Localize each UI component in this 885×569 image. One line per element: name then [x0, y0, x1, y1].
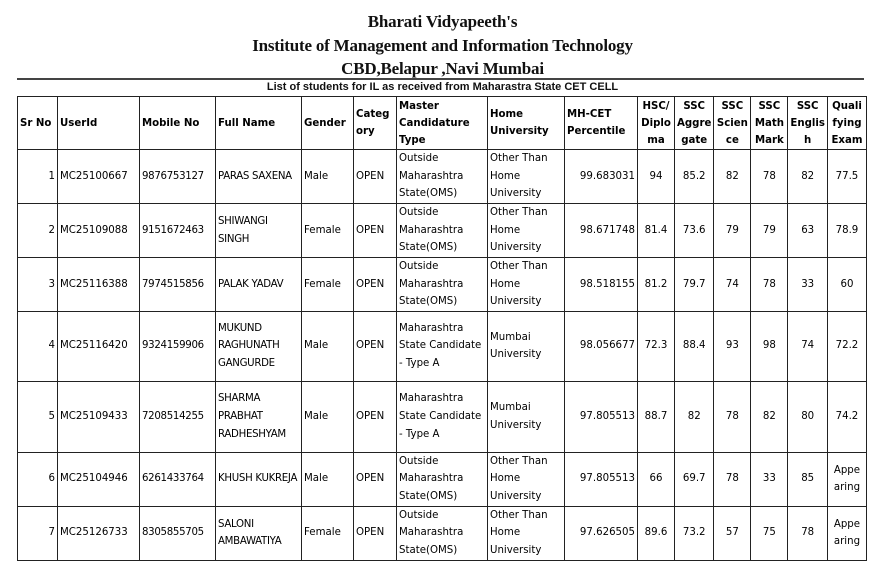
cell-mhcet-percentile: 98.518155 [565, 258, 638, 312]
cell-ssc-math: 79 [751, 204, 788, 258]
column-header-gender: Gender [302, 97, 354, 150]
cell-sr-no: 2 [18, 204, 58, 258]
cell-home-university: Other Than Home University [488, 258, 565, 312]
cell-qualifying-exam: 60 [827, 258, 866, 312]
cell-hsc-diploma: 81.4 [638, 204, 675, 258]
institution-name: Bharati Vidyapeeth's [367, 12, 518, 31]
cell-ssc-math: 78 [751, 258, 788, 312]
cell-mhcet-percentile: 97.626505 [565, 506, 638, 560]
column-header-hsc-diploma: HSC/ Diplo ma [638, 97, 675, 150]
cell-gender: Male [302, 452, 354, 506]
cell-mobile-no: 9151672463 [140, 204, 216, 258]
cell-full-name: KHUSH KUKREJA [216, 452, 302, 506]
cell-mhcet-percentile: 98.671748 [565, 204, 638, 258]
column-header-ssc-math: SSC Math Mark [751, 97, 788, 150]
cell-gender: Male [302, 150, 354, 204]
cell-gender: Male [302, 311, 354, 381]
cell-hsc-diploma: 94 [638, 150, 675, 204]
column-header-home-university: Home University [488, 97, 565, 150]
cell-user-id: MC25109433 [58, 381, 140, 452]
cell-gender: Female [302, 204, 354, 258]
cell-hsc-diploma: 88.7 [638, 381, 675, 452]
cell-ssc-english: 82 [788, 150, 828, 204]
column-header-mhcet-percentile: MH-CET Percentile [565, 97, 638, 150]
cell-sr-no: 5 [18, 381, 58, 452]
cell-ssc-aggregate: 69.7 [675, 452, 714, 506]
cell-home-university: Other Than Home University [488, 204, 565, 258]
cell-home-university: Mumbai University [488, 381, 565, 452]
cell-user-id: MC25104946 [58, 452, 140, 506]
cell-ssc-english: 63 [788, 204, 828, 258]
cell-mobile-no: 9876753127 [140, 150, 216, 204]
institute-full-name: Institute of Management and Information Technology [252, 36, 633, 55]
cell-ssc-aggregate: 73.2 [675, 506, 714, 560]
cell-category: OPEN [354, 258, 397, 312]
cell-ssc-english: 78 [788, 506, 828, 560]
cell-qualifying-exam: 74.2 [827, 381, 866, 452]
cell-full-name: PARAS SAXENA [216, 150, 302, 204]
cell-ssc-math: 33 [751, 452, 788, 506]
cell-qualifying-exam: Appe aring [827, 506, 866, 560]
cell-ssc-aggregate: 82 [675, 381, 714, 452]
list-subtitle: List of students for IL as received from Maharastra State CET CELL [266, 81, 619, 93]
students-table [17, 96, 867, 561]
cell-ssc-aggregate: 73.6 [675, 204, 714, 258]
table-row [18, 452, 867, 506]
cell-mhcet-percentile: 97.805513 [565, 452, 638, 506]
cell-home-university: Other Than Home University [488, 506, 565, 560]
cell-ssc-english: 85 [788, 452, 828, 506]
cell-mhcet-percentile: 99.683031 [565, 150, 638, 204]
cell-user-id: MC25100667 [58, 150, 140, 204]
cell-ssc-math: 98 [751, 311, 788, 381]
table-header-row [18, 97, 867, 150]
cell-gender: Male [302, 381, 354, 452]
table-row [18, 258, 867, 312]
cell-home-university: Other Than Home University [488, 150, 565, 204]
cell-hsc-diploma: 89.6 [638, 506, 675, 560]
cell-hsc-diploma: 66 [638, 452, 675, 506]
cell-ssc-aggregate: 85.2 [675, 150, 714, 204]
cell-category: OPEN [354, 381, 397, 452]
table-row [18, 150, 867, 204]
cell-ssc-english: 80 [788, 381, 828, 452]
cell-ssc-english: 74 [788, 311, 828, 381]
cell-qualifying-exam: 72.2 [827, 311, 866, 381]
cell-qualifying-exam: 77.5 [827, 150, 866, 204]
institute-location: CBD,Belapur ,Navi Mumbai [341, 59, 544, 78]
column-header-category: Categ ory [354, 97, 397, 150]
column-header-ssc-science: SSC Scien ce [714, 97, 751, 150]
cell-mobile-no: 7974515856 [140, 258, 216, 312]
cell-sr-no: 6 [18, 452, 58, 506]
column-header-user-id: UserId [58, 97, 140, 150]
cell-category: OPEN [354, 452, 397, 506]
cell-ssc-math: 82 [751, 381, 788, 452]
cell-ssc-science: 57 [714, 506, 751, 560]
cell-master-candidature-type: Outside Maharashtra State(OMS) [397, 452, 488, 506]
column-header-sr-no: Sr No [18, 97, 58, 150]
cell-full-name: SHARMA PRABHAT RADHESHYAM [216, 381, 302, 452]
column-header-master-candidature-type: Master Candidature Type [397, 97, 488, 150]
cell-user-id: MC25126733 [58, 506, 140, 560]
cell-master-candidature-type: Outside Maharashtra State(OMS) [397, 258, 488, 312]
cell-hsc-diploma: 72.3 [638, 311, 675, 381]
table-row [18, 506, 867, 560]
cell-full-name: PALAK YADAV [216, 258, 302, 312]
cell-home-university: Other Than Home University [488, 452, 565, 506]
cell-master-candidature-type: Maharashtra State Candidate - Type A [397, 311, 488, 381]
cell-category: OPEN [354, 506, 397, 560]
cell-category: OPEN [354, 150, 397, 204]
cell-ssc-aggregate: 88.4 [675, 311, 714, 381]
cell-ssc-math: 78 [751, 150, 788, 204]
cell-ssc-science: 79 [714, 204, 751, 258]
cell-sr-no: 1 [18, 150, 58, 204]
cell-category: OPEN [354, 204, 397, 258]
cell-gender: Female [302, 258, 354, 312]
cell-user-id: MC25116420 [58, 311, 140, 381]
table-row [18, 204, 867, 258]
cell-ssc-science: 78 [714, 381, 751, 452]
table-row [18, 311, 867, 381]
cell-mobile-no: 6261433764 [140, 452, 216, 506]
column-header-mobile-no: Mobile No [140, 97, 216, 150]
cell-mobile-no: 8305855705 [140, 506, 216, 560]
cell-sr-no: 4 [18, 311, 58, 381]
column-header-full-name: Full Name [216, 97, 302, 150]
cell-user-id: MC25109088 [58, 204, 140, 258]
cell-master-candidature-type: Outside Maharashtra State(OMS) [397, 204, 488, 258]
cell-mobile-no: 9324159906 [140, 311, 216, 381]
cell-sr-no: 3 [18, 258, 58, 312]
cell-ssc-english: 33 [788, 258, 828, 312]
cell-qualifying-exam: 78.9 [827, 204, 866, 258]
cell-master-candidature-type: Outside Maharashtra State(OMS) [397, 506, 488, 560]
column-header-ssc-english: SSC Englis h [788, 97, 828, 150]
cell-qualifying-exam: Appe aring [827, 452, 866, 506]
column-header-ssc-aggregate: SSC Aggre gate [675, 97, 714, 150]
header-divider [17, 78, 864, 80]
cell-mobile-no: 7208514255 [140, 381, 216, 452]
cell-user-id: MC25116388 [58, 258, 140, 312]
cell-sr-no: 7 [18, 506, 58, 560]
cell-ssc-science: 93 [714, 311, 751, 381]
cell-ssc-aggregate: 79.7 [675, 258, 714, 312]
column-header-qualifying-exam: Quali fying Exam [827, 97, 866, 150]
cell-ssc-math: 75 [751, 506, 788, 560]
cell-ssc-science: 78 [714, 452, 751, 506]
cell-ssc-science: 82 [714, 150, 751, 204]
cell-full-name: SALONI AMBAWATIYA [216, 506, 302, 560]
cell-mhcet-percentile: 97.805513 [565, 381, 638, 452]
cell-ssc-science: 74 [714, 258, 751, 312]
cell-full-name: MUKUND RAGHUNATH GANGURDE [216, 311, 302, 381]
table-row [18, 381, 867, 452]
cell-category: OPEN [354, 311, 397, 381]
cell-master-candidature-type: Maharashtra State Candidate - Type A [397, 381, 488, 452]
cell-hsc-diploma: 81.2 [638, 258, 675, 312]
cell-gender: Female [302, 506, 354, 560]
cell-master-candidature-type: Outside Maharashtra State(OMS) [397, 150, 488, 204]
cell-home-university: Mumbai University [488, 311, 565, 381]
cell-full-name: SHIWANGI SINGH [216, 204, 302, 258]
cell-mhcet-percentile: 98.056677 [565, 311, 638, 381]
